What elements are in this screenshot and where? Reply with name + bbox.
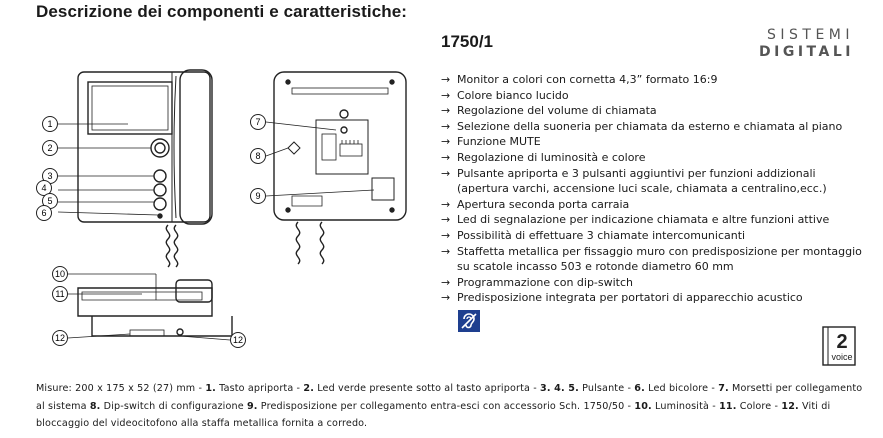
- feature-item: → Regolazione del volume di chiamata: [441, 103, 871, 119]
- bottom-view-drawing: [78, 280, 232, 336]
- hearing-aid-icon: [458, 310, 480, 332]
- voice-logo-digit: 2: [836, 331, 848, 353]
- feature-item: → Colore bianco lucido: [441, 88, 871, 104]
- callout-7: 7: [255, 117, 261, 128]
- callout-8: 8: [255, 151, 261, 162]
- front-view-drawing: [78, 70, 212, 267]
- front-callouts: [37, 117, 58, 221]
- back-view-drawing: [274, 72, 406, 264]
- front-leader-lines: [58, 124, 158, 215]
- brand-logo: [759, 27, 854, 61]
- callout-4: 4: [41, 183, 47, 194]
- feature-item: → Possibilità di effettuare 3 chiamate intercomunicanti: [441, 228, 871, 244]
- brand-line-1: SISTEMI: [766, 27, 854, 43]
- back-callouts: [251, 115, 266, 204]
- feature-item: → Programmazione con dip-switch: [441, 275, 871, 291]
- callout-12-left: 12: [54, 333, 66, 344]
- feature-item: → Apertura seconda porta carraia: [441, 197, 871, 213]
- back-leader-lines: [266, 122, 374, 196]
- callout-10: 10: [54, 269, 66, 280]
- dimensions-caption: Misure: 200 x 175 x 52 (27) mm - 1. Tasto apriporta - 2. Led verde presente sotto al tasto apriporta - 3. 4. 5. Pulsante - 6. Led bicolore - 7. Morsetti per collegamento al sistema 8. Dip-switch di configurazione 9. Predisposizione per collegamento entra-esci con accessorio Sch. 1750/50 - 10. Luminosità - 11. Colore - 12. Viti di bloccaggio del videocitofono alla staffa metallica fornita a corredo.: [36, 383, 863, 429]
- feature-list: [441, 72, 871, 306]
- feature-item: → Staffetta metallica per fissaggio muro con predisposizione per montaggio su scatole incasso 503 e rotonde diametro 60 mm: [441, 244, 871, 275]
- model-number: 1750/1: [441, 32, 493, 51]
- callout-12-right: 12: [232, 335, 244, 346]
- feature-item: → Selezione della suoneria per chiamata da esterno e chiamata al piano: [441, 119, 871, 135]
- callout-1: 1: [47, 119, 53, 130]
- callout-3: 3: [47, 171, 53, 182]
- callout-11: 11: [55, 289, 65, 300]
- feature-item: → Led di segnalazione per indicazione chiamata e altre funzioni attive: [441, 212, 871, 228]
- section-heading: Descrizione dei componenti e caratteristiche:: [36, 2, 408, 21]
- callout-9: 9: [255, 191, 261, 202]
- callout-5: 5: [47, 196, 53, 207]
- feature-item: → Regolazione di luminosità e colore: [441, 150, 871, 166]
- feature-item: → Funzione MUTE: [441, 134, 871, 150]
- product-diagrams: [30, 60, 420, 356]
- 2-voice-logo: [822, 326, 856, 366]
- brand-line-2: DIGITALI: [759, 44, 854, 60]
- callout-2: 2: [47, 143, 53, 154]
- voice-logo-word: voice: [831, 352, 853, 362]
- feature-item: → Predisposizione integrata per portatori di apparecchio acustico: [441, 290, 871, 306]
- feature-item: → Pulsante apriporta e 3 pulsanti aggiuntivi per funzioni addizionali (apertura varchi, accensione luci scale, chiamata a centralino,ecc.): [441, 166, 871, 197]
- callout-6: 6: [41, 208, 47, 219]
- feature-item: → Monitor a colori con cornetta 4,3” formato 16:9: [441, 72, 871, 88]
